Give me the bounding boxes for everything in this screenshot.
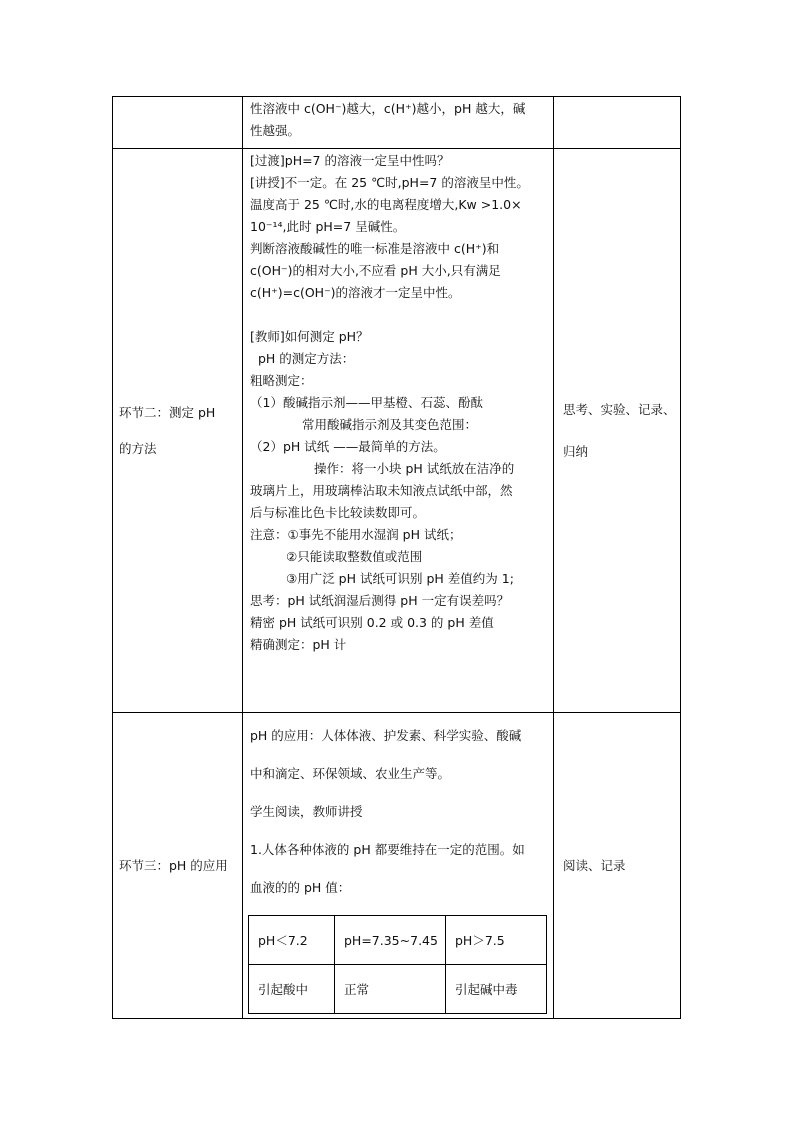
table-row	[249, 916, 547, 965]
content-line: 性越强。	[250, 123, 301, 138]
table-row	[113, 149, 681, 713]
stage-label: 的方法	[119, 440, 157, 456]
content-line: 常用酸碱指示剂及其变色范围：	[302, 417, 478, 432]
ph-value-cell: 引起碱中毒	[446, 965, 547, 1014]
lesson-plan-table	[112, 96, 681, 1019]
ph-header-cell: pH=7.35~7.45	[335, 916, 446, 965]
activity-text: 归纳	[563, 443, 589, 459]
content-cell	[243, 149, 554, 713]
content-line: （1）酸碱指示剂——甲基橙、石蕊、酚酞	[250, 395, 483, 410]
content-line: pH 的测定方法：	[258, 351, 355, 366]
blood-ph-table	[248, 915, 547, 1014]
content-line: 注意：①事先不能用水湿润 pH 试纸；	[250, 527, 462, 542]
content-cell	[243, 97, 554, 149]
content-line: 中和滴定、环保领域、农业生产等。	[250, 766, 451, 781]
stage-label-cell	[113, 97, 243, 149]
content-line: 10⁻¹⁴,此时 pH=7 呈碱性。	[250, 219, 406, 234]
stage-label-cell	[113, 713, 243, 1019]
content-line: 玻璃片上，用玻璃棒沾取未知液点试纸中部，然	[250, 483, 513, 498]
activity-cell	[554, 149, 681, 713]
content-line: 血液的的 pH 值：	[250, 880, 351, 895]
content-line: [讲授]不一定。在 25 ℃时,pH=7 的溶液呈中性。	[250, 175, 529, 190]
content-line: （2）pH 试纸 ——最简单的方法。	[250, 439, 446, 454]
stage-label-cell	[113, 149, 243, 713]
content-line: 1.人体各种体液的 pH 都要维持在一定的范围。如	[250, 842, 525, 857]
content-line: c(H⁺)=c(OH⁻)的溶液才一定呈中性。	[250, 285, 461, 300]
content-line: ③用广泛 pH 试纸可识别 pH 差值约为 1;	[286, 571, 514, 586]
content-line: 精密 pH 试纸可识别 0.2 或 0.3 的 pH 差值	[250, 615, 494, 630]
content-cell	[243, 713, 554, 1019]
ph-header-cell: pH＜7.2	[249, 916, 335, 965]
table-row	[113, 97, 681, 149]
content-line: 性溶液中 c(OH⁻)越大，c(H⁺)越小，pH 越大，碱	[250, 101, 526, 116]
table-row	[249, 965, 547, 1014]
content-line: 精确测定：pH 计	[250, 637, 347, 652]
content-line: [过渡]pH=7 的溶液一定呈中性吗？	[250, 153, 450, 168]
activity-cell	[554, 713, 681, 1019]
content-line: 温度高于 25 ℃时,水的电离程度增大,Kw >1.0×	[250, 197, 522, 212]
activity-text: 阅读、记录	[563, 857, 626, 873]
stage-label: 环节三：pH 的应用	[119, 857, 228, 873]
ph-value-cell: 正常	[335, 965, 446, 1014]
ph-header-cell: pH＞7.5	[446, 916, 547, 965]
content-line: ②只能读取整数值或范围	[286, 549, 423, 564]
content-line: [教师]如何测定 pH？	[250, 329, 369, 344]
content-line: 思考：pH 试纸润湿后测得 pH 一定有误差吗？	[250, 593, 510, 608]
content-line: 判断溶液酸碱性的唯一标准是溶液中 c(H⁺)和	[250, 241, 500, 256]
content-line: 后与标准比色卡比较读数即可。	[250, 505, 426, 520]
ph-value-cell: 引起酸中	[249, 965, 335, 1014]
activity-cell	[554, 97, 681, 149]
table-row	[113, 713, 681, 1019]
activity-text: 思考、实验、记录、	[563, 401, 676, 417]
content-line: 学生阅读，教师讲授	[250, 804, 363, 819]
content-line: 操作：将一小块 pH 试纸放在洁净的	[314, 461, 515, 476]
content-line: 粗略测定：	[250, 373, 313, 388]
stage-label: 环节二：测定 pH	[119, 404, 216, 420]
content-line: c(OH⁻)的相对大小,不应看 pH 大小,只有满足	[250, 263, 501, 278]
content-line: pH 的应用：人体体液、护发素、科学实验、酸碱	[250, 728, 522, 743]
